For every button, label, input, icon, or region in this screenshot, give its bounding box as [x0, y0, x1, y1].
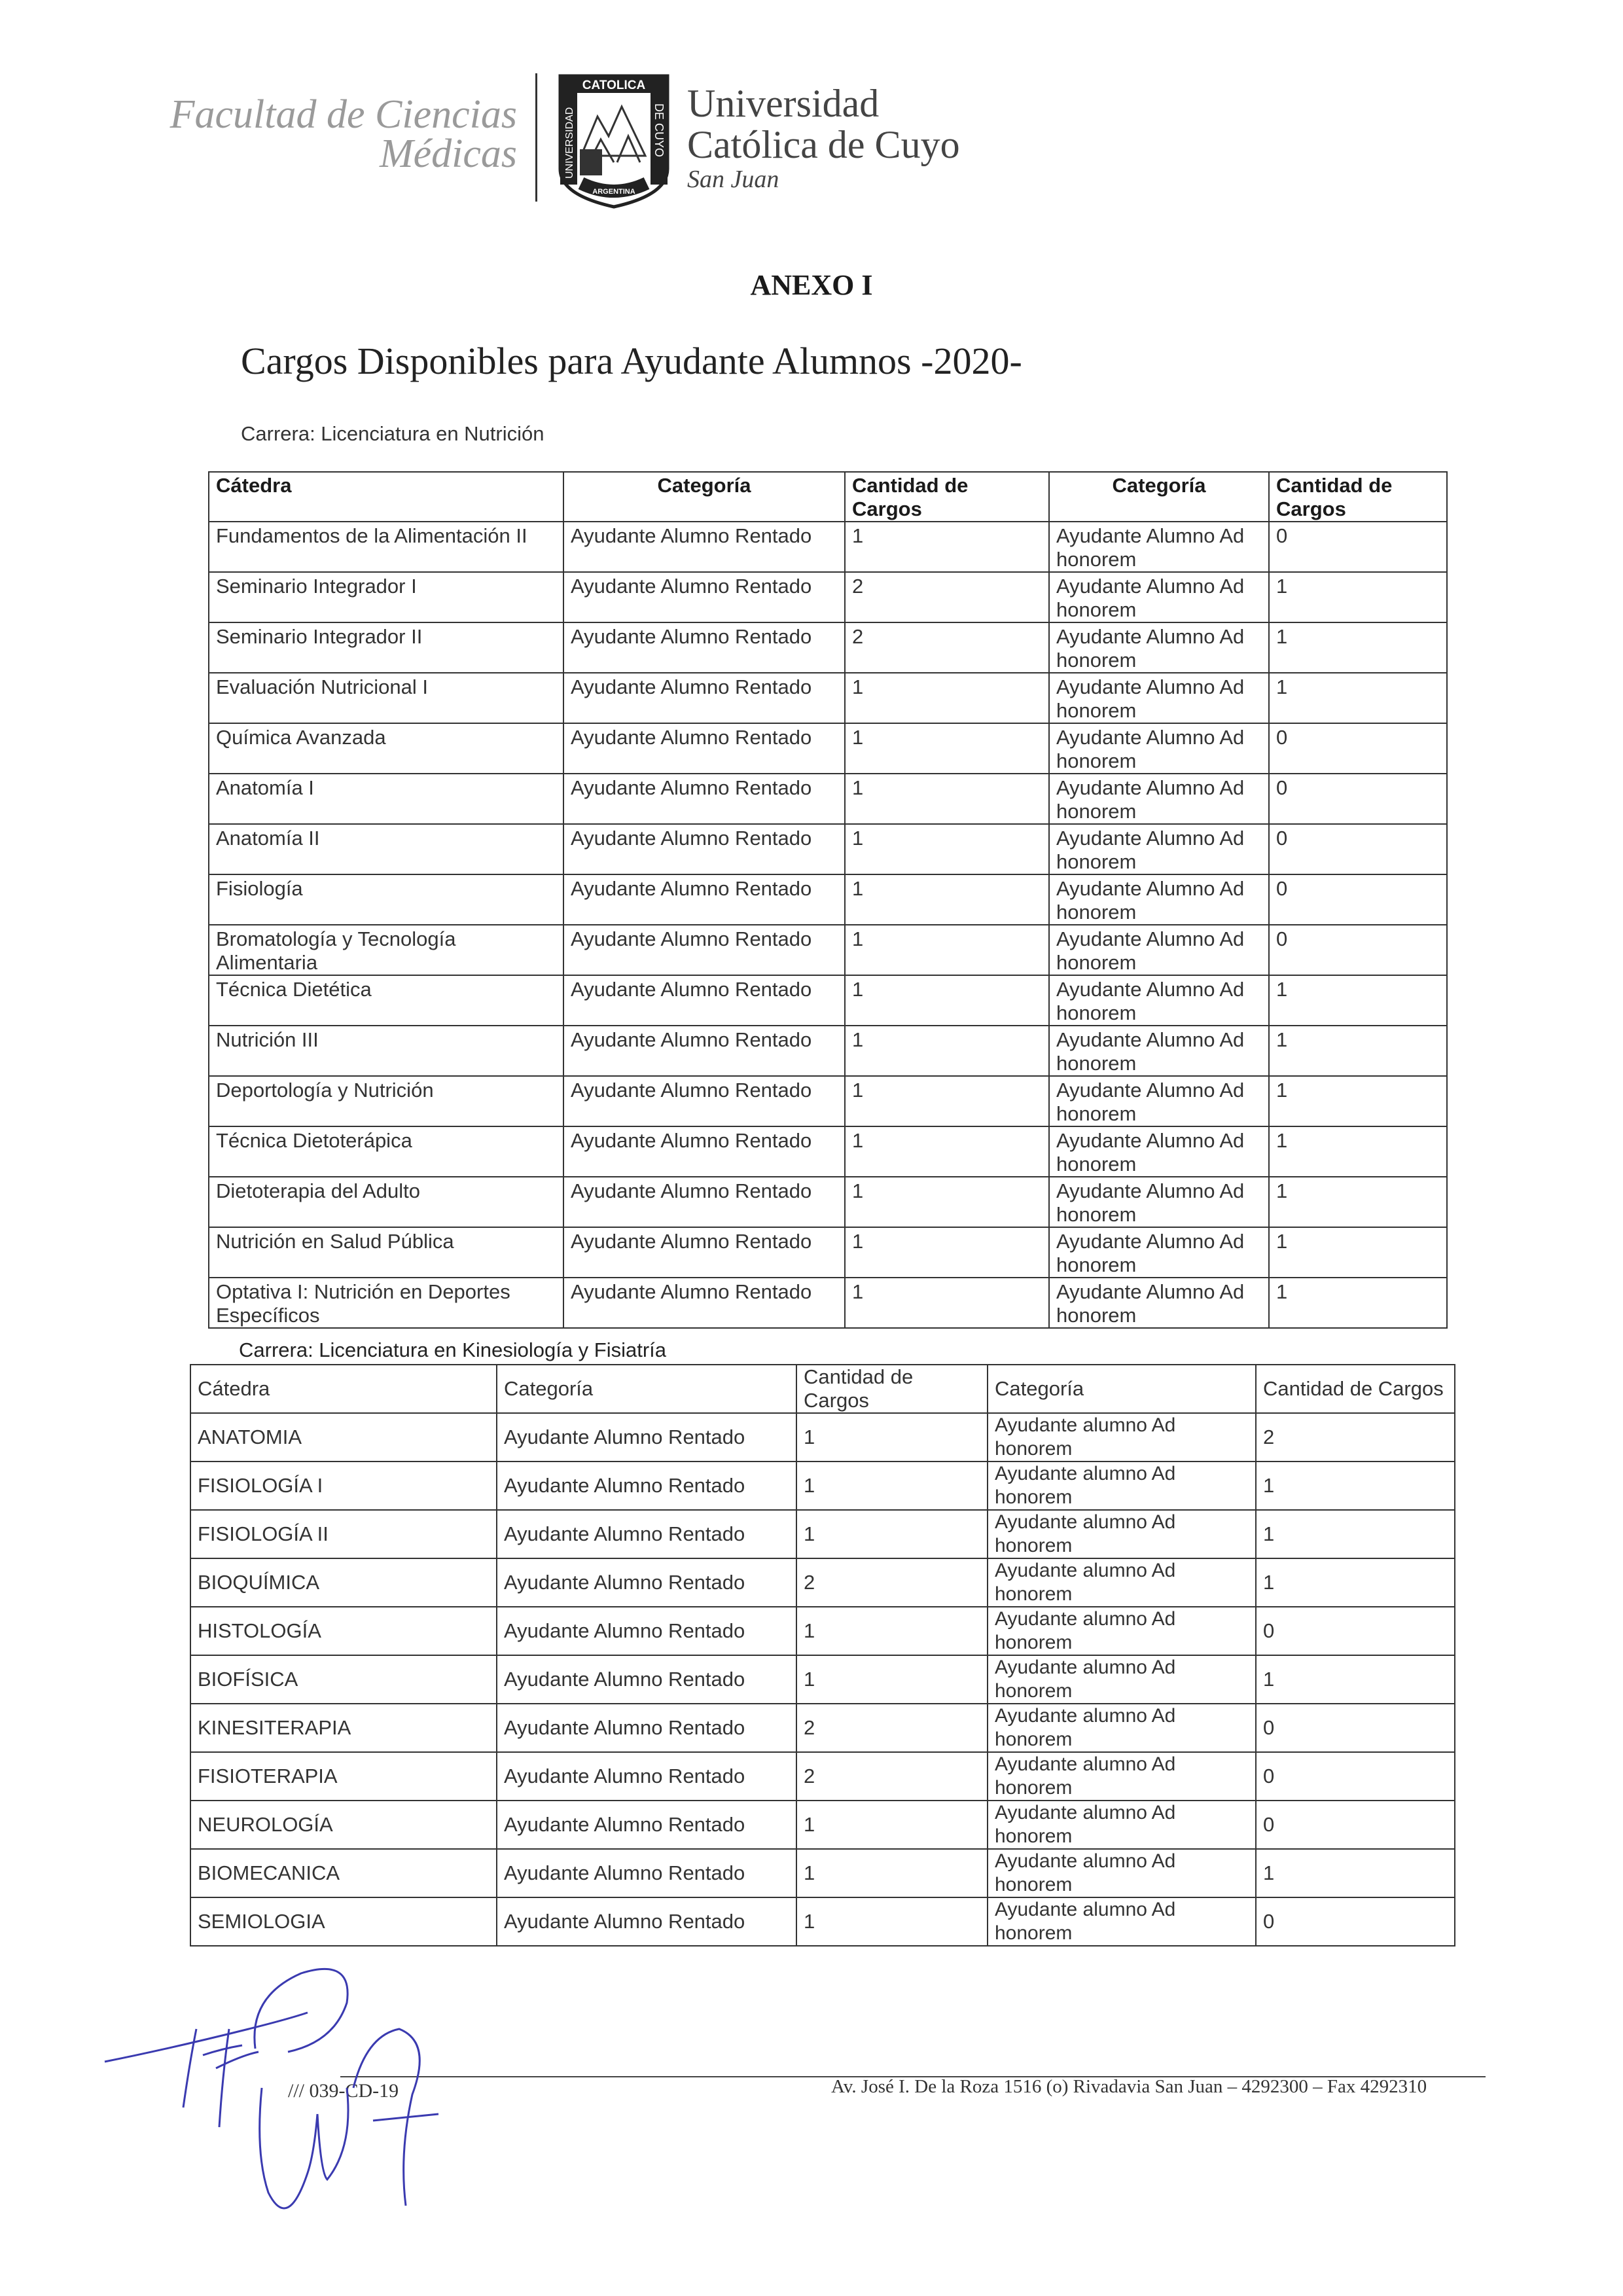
cell-cantidad: 2: [845, 572, 1049, 622]
cell-cantidad-2: 0: [1269, 774, 1447, 824]
cell-catedra: Anatomía I: [209, 774, 563, 824]
cell-categoria-2: Ayudante alumno Ad honorem: [988, 1897, 1256, 1946]
cell-cantidad-2: 1: [1256, 1849, 1455, 1897]
cell-catedra: Nutrición en Salud Pública: [209, 1227, 563, 1278]
cell-cantidad: 1: [845, 874, 1049, 925]
header-categoria: Categoría: [563, 472, 845, 522]
cell-cantidad-2: 0: [1256, 1607, 1455, 1655]
document-title: Cargos Disponibles para Ayudante Alumnos -2020-: [241, 340, 1022, 382]
cell-catedra: Deportología y Nutrición: [209, 1076, 563, 1126]
table-row: [209, 774, 1447, 824]
cell-cantidad: 1: [796, 1655, 988, 1704]
cell-categoria: Ayudante Alumno Rentado: [563, 1076, 845, 1126]
cell-catedra: BIOFÍSICA: [190, 1655, 497, 1704]
cell-categoria: Ayudante Alumno Rentado: [563, 522, 845, 572]
cell-categoria: Ayudante Alumno Rentado: [563, 1227, 845, 1278]
table-row: [190, 1655, 1455, 1704]
cell-cantidad-2: 1: [1269, 572, 1447, 622]
career-label-kinesiology: Carrera: Licenciatura en Kinesiología y Fisiatría: [239, 1338, 667, 1361]
table-row: [209, 723, 1447, 774]
cell-categoria: Ayudante Alumno Rentado: [497, 1655, 796, 1704]
cell-categoria: Ayudante Alumno Rentado: [563, 1278, 845, 1328]
career-label-nutrition: Carrera: Licenciatura en Nutrición: [241, 422, 544, 445]
header-categoria-2: Categoría: [1049, 472, 1269, 522]
cell-categoria-2: Ayudante Alumno Ad honorem: [1049, 1026, 1269, 1076]
table-row: [209, 622, 1447, 673]
cell-cantidad-2: 1: [1269, 1026, 1447, 1076]
cell-cantidad: 1: [796, 1801, 988, 1849]
cell-cantidad-2: 0: [1269, 925, 1447, 975]
cell-categoria: Ayudante Alumno Rentado: [563, 1177, 845, 1227]
cell-categoria-2: Ayudante Alumno Ad honorem: [1049, 874, 1269, 925]
table-row: [209, 673, 1447, 723]
cell-cantidad-2: 0: [1256, 1704, 1455, 1752]
cell-cantidad-2: 1: [1269, 673, 1447, 723]
cell-categoria-2: Ayudante alumno Ad honorem: [988, 1752, 1256, 1801]
cell-cantidad-2: 1: [1269, 1076, 1447, 1126]
cell-categoria-2: Ayudante alumno Ad honorem: [988, 1462, 1256, 1510]
cell-cantidad-2: 0: [1256, 1897, 1455, 1946]
table-row: [190, 1607, 1455, 1655]
cell-cantidad: 1: [845, 522, 1049, 572]
cell-cantidad-2: 1: [1269, 622, 1447, 673]
cell-catedra: Nutrición III: [209, 1026, 563, 1076]
cell-categoria-2: Ayudante alumno Ad honorem: [988, 1510, 1256, 1558]
table-row: [209, 824, 1447, 874]
cell-catedra: NEUROLOGÍA: [190, 1801, 497, 1849]
cell-cantidad-2: 0: [1256, 1752, 1455, 1801]
cell-catedra: FISIOLOGÍA II: [190, 1510, 497, 1558]
cell-cantidad: 2: [796, 1752, 988, 1801]
cell-cantidad: 2: [796, 1704, 988, 1752]
cell-cantidad: 1: [845, 1076, 1049, 1126]
header-categoria: Categoría: [497, 1365, 796, 1413]
table-row: [209, 1076, 1447, 1126]
cell-catedra: BIOMECANICA: [190, 1849, 497, 1897]
cell-categoria-2: Ayudante Alumno Ad honorem: [1049, 925, 1269, 975]
cell-cantidad: 1: [845, 723, 1049, 774]
table-header-row: [190, 1365, 1455, 1413]
cell-categoria: Ayudante Alumno Rentado: [497, 1897, 796, 1946]
crest-right-text: DE CUYO: [652, 103, 666, 158]
table-header-row: [209, 472, 1447, 522]
cell-cantidad-2: 1: [1256, 1558, 1455, 1607]
cell-categoria: Ayudante Alumno Rentado: [563, 824, 845, 874]
table-row: [209, 975, 1447, 1026]
table-row: [209, 1126, 1447, 1177]
cell-categoria-2: Ayudante alumno Ad honorem: [988, 1849, 1256, 1897]
crest-top-text: CATOLICA: [582, 79, 646, 92]
cell-cantidad: 1: [845, 774, 1049, 824]
cell-categoria: Ayudante Alumno Rentado: [497, 1510, 796, 1558]
cell-categoria: Ayudante Alumno Rentado: [497, 1413, 796, 1462]
table-row: [209, 572, 1447, 622]
cell-catedra: Seminario Integrador I: [209, 572, 563, 622]
cell-cantidad-2: 1: [1269, 1126, 1447, 1177]
cell-cantidad-2: 1: [1269, 975, 1447, 1026]
cell-categoria-2: Ayudante Alumno Ad honorem: [1049, 975, 1269, 1026]
university-name-line1: Universidad: [687, 82, 880, 125]
table-row: [209, 522, 1447, 572]
cell-categoria-2: Ayudante alumno Ad honorem: [988, 1607, 1256, 1655]
header-cantidad-2: Cantidad de Cargos: [1256, 1365, 1455, 1413]
faculty-name: [164, 92, 517, 176]
university-crest-logo: [555, 71, 673, 211]
cell-catedra: Técnica Dietética: [209, 975, 563, 1026]
table-row: [209, 1278, 1447, 1328]
cell-categoria-2: Ayudante alumno Ad honorem: [988, 1801, 1256, 1849]
cell-categoria-2: Ayudante Alumno Ad honorem: [1049, 1227, 1269, 1278]
cell-categoria: Ayudante Alumno Rentado: [497, 1849, 796, 1897]
table-row: [190, 1510, 1455, 1558]
cell-categoria-2: Ayudante Alumno Ad honorem: [1049, 1126, 1269, 1177]
cell-categoria: Ayudante Alumno Rentado: [563, 925, 845, 975]
cell-catedra: Evaluación Nutricional I: [209, 673, 563, 723]
crest-bottom-text: ARGENTINA: [592, 188, 635, 196]
cell-categoria: Ayudante Alumno Rentado: [497, 1801, 796, 1849]
cell-cantidad-2: 1: [1269, 1227, 1447, 1278]
table-row: [190, 1462, 1455, 1510]
table-row: [209, 1227, 1447, 1278]
cell-categoria-2: Ayudante Alumno Ad honorem: [1049, 1076, 1269, 1126]
table-row: [190, 1704, 1455, 1752]
table-row: [209, 1026, 1447, 1076]
cell-catedra: Bromatología y Tecnología Alimentaria: [209, 925, 563, 975]
header-catedra: Cátedra: [190, 1365, 497, 1413]
cell-categoria: Ayudante Alumno Rentado: [563, 975, 845, 1026]
cell-categoria-2: Ayudante Alumno Ad honorem: [1049, 1177, 1269, 1227]
footer-address: Av. José I. De la Roza 1516 (o) Rivadavia San Juan – 4292300 – Fax 4292310: [831, 2076, 1427, 2097]
header-categoria-2: Categoría: [988, 1365, 1256, 1413]
cell-cantidad: 1: [796, 1607, 988, 1655]
cell-categoria-2: Ayudante Alumno Ad honorem: [1049, 723, 1269, 774]
cell-cantidad-2: 1: [1269, 1278, 1447, 1328]
cell-catedra: Fundamentos de la Alimentación II: [209, 522, 563, 572]
cell-categoria: Ayudante Alumno Rentado: [497, 1704, 796, 1752]
cell-cantidad-2: 1: [1269, 1177, 1447, 1227]
cell-cantidad: 1: [796, 1413, 988, 1462]
university-name-line2: Católica de Cuyo: [687, 123, 960, 166]
cell-cantidad: 1: [845, 1177, 1049, 1227]
cell-cantidad-2: 2: [1256, 1413, 1455, 1462]
cell-categoria: Ayudante Alumno Rentado: [563, 723, 845, 774]
cell-categoria-2: Ayudante Alumno Ad honorem: [1049, 522, 1269, 572]
cell-cantidad: 2: [845, 622, 1049, 673]
header-divider: [535, 73, 537, 202]
cell-cantidad-2: 0: [1269, 824, 1447, 874]
cell-catedra: FISIOLOGÍA I: [190, 1462, 497, 1510]
cell-categoria: Ayudante Alumno Rentado: [563, 673, 845, 723]
cell-catedra: KINESITERAPIA: [190, 1704, 497, 1752]
table-row: [190, 1413, 1455, 1462]
cell-catedra: Dietoterapia del Adulto: [209, 1177, 563, 1227]
cell-categoria-2: Ayudante alumno Ad honorem: [988, 1413, 1256, 1462]
crest-left-text: UNIVERSIDAD: [564, 107, 575, 179]
header-cantidad: Cantidad de Cargos: [845, 472, 1049, 522]
cell-categoria: Ayudante Alumno Rentado: [563, 1126, 845, 1177]
cell-catedra: Química Avanzada: [209, 723, 563, 774]
positions-table-kinesiology: [190, 1364, 1455, 1946]
cell-catedra: Fisiología: [209, 874, 563, 925]
document-reference: /// 039-CD-19: [288, 2080, 399, 2102]
faculty-name-line1: Facultad de Ciencias: [169, 92, 517, 137]
cell-cantidad: 1: [845, 975, 1049, 1026]
cell-categoria: Ayudante Alumno Rentado: [563, 874, 845, 925]
cell-categoria-2: Ayudante Alumno Ad honorem: [1049, 824, 1269, 874]
table-row: [209, 925, 1447, 975]
cell-categoria: Ayudante Alumno Rentado: [497, 1462, 796, 1510]
table-row: [209, 1177, 1447, 1227]
cell-cantidad-2: 1: [1256, 1462, 1455, 1510]
cell-cantidad-2: 0: [1256, 1801, 1455, 1849]
cell-cantidad: 1: [796, 1897, 988, 1946]
cell-categoria-2: Ayudante Alumno Ad honorem: [1049, 572, 1269, 622]
cell-catedra: BIOQUÍMICA: [190, 1558, 497, 1607]
cell-cantidad: 1: [845, 1026, 1049, 1076]
positions-table-nutrition: [208, 471, 1448, 1329]
cell-categoria-2: Ayudante Alumno Ad honorem: [1049, 774, 1269, 824]
cell-catedra: ANATOMIA: [190, 1413, 497, 1462]
table-row: [190, 1897, 1455, 1946]
annex-title: ANEXO I: [750, 269, 873, 301]
table-row: [190, 1849, 1455, 1897]
table-row: [209, 874, 1447, 925]
cell-cantidad: 1: [845, 824, 1049, 874]
cell-catedra: SEMIOLOGIA: [190, 1897, 497, 1946]
handwritten-signature: [92, 1957, 484, 2284]
cell-categoria-2: Ayudante Alumno Ad honorem: [1049, 622, 1269, 673]
university-name: [687, 82, 960, 194]
cell-categoria: Ayudante Alumno Rentado: [563, 1026, 845, 1076]
table-row: [190, 1752, 1455, 1801]
cell-catedra: FISIOTERAPIA: [190, 1752, 497, 1801]
faculty-name-line2: Médicas: [379, 132, 517, 176]
cell-categoria-2: Ayudante alumno Ad honorem: [988, 1704, 1256, 1752]
cell-cantidad-2: 0: [1269, 723, 1447, 774]
cell-categoria-2: Ayudante Alumno Ad honorem: [1049, 1278, 1269, 1328]
cell-catedra: Seminario Integrador II: [209, 622, 563, 673]
university-name-line3: San Juan: [687, 166, 779, 193]
cell-cantidad: 1: [845, 925, 1049, 975]
cell-cantidad: 1: [845, 673, 1049, 723]
table-row: [190, 1801, 1455, 1849]
table-row: [190, 1558, 1455, 1607]
cell-categoria: Ayudante Alumno Rentado: [563, 572, 845, 622]
header-cantidad: Cantidad de Cargos: [796, 1365, 988, 1413]
cell-categoria: Ayudante Alumno Rentado: [563, 622, 845, 673]
header-catedra: Cátedra: [209, 472, 563, 522]
cell-categoria: Ayudante Alumno Rentado: [497, 1752, 796, 1801]
cell-cantidad: 1: [796, 1510, 988, 1558]
cell-categoria: Ayudante Alumno Rentado: [497, 1607, 796, 1655]
cell-categoria: Ayudante Alumno Rentado: [497, 1558, 796, 1607]
cell-cantidad: 1: [796, 1849, 988, 1897]
cell-cantidad-2: 1: [1256, 1655, 1455, 1704]
cell-cantidad: 1: [796, 1462, 988, 1510]
cell-cantidad-2: 0: [1269, 522, 1447, 572]
cell-cantidad: 1: [845, 1227, 1049, 1278]
cell-cantidad-2: 0: [1269, 874, 1447, 925]
cell-catedra: Anatomía II: [209, 824, 563, 874]
header-cantidad-2: Cantidad de Cargos: [1269, 472, 1447, 522]
cell-cantidad: 1: [845, 1278, 1049, 1328]
cell-categoria: Ayudante Alumno Rentado: [563, 774, 845, 824]
cell-categoria-2: Ayudante alumno Ad honorem: [988, 1655, 1256, 1704]
cell-catedra: HISTOLOGÍA: [190, 1607, 497, 1655]
cell-cantidad: 2: [796, 1558, 988, 1607]
cell-cantidad: 1: [845, 1126, 1049, 1177]
cell-cantidad-2: 1: [1256, 1510, 1455, 1558]
cell-catedra: Técnica Dietoterápica: [209, 1126, 563, 1177]
cell-categoria-2: Ayudante alumno Ad honorem: [988, 1558, 1256, 1607]
cell-catedra: Optativa I: Nutrición en Deportes Específicos: [209, 1278, 563, 1328]
cell-categoria-2: Ayudante Alumno Ad honorem: [1049, 673, 1269, 723]
